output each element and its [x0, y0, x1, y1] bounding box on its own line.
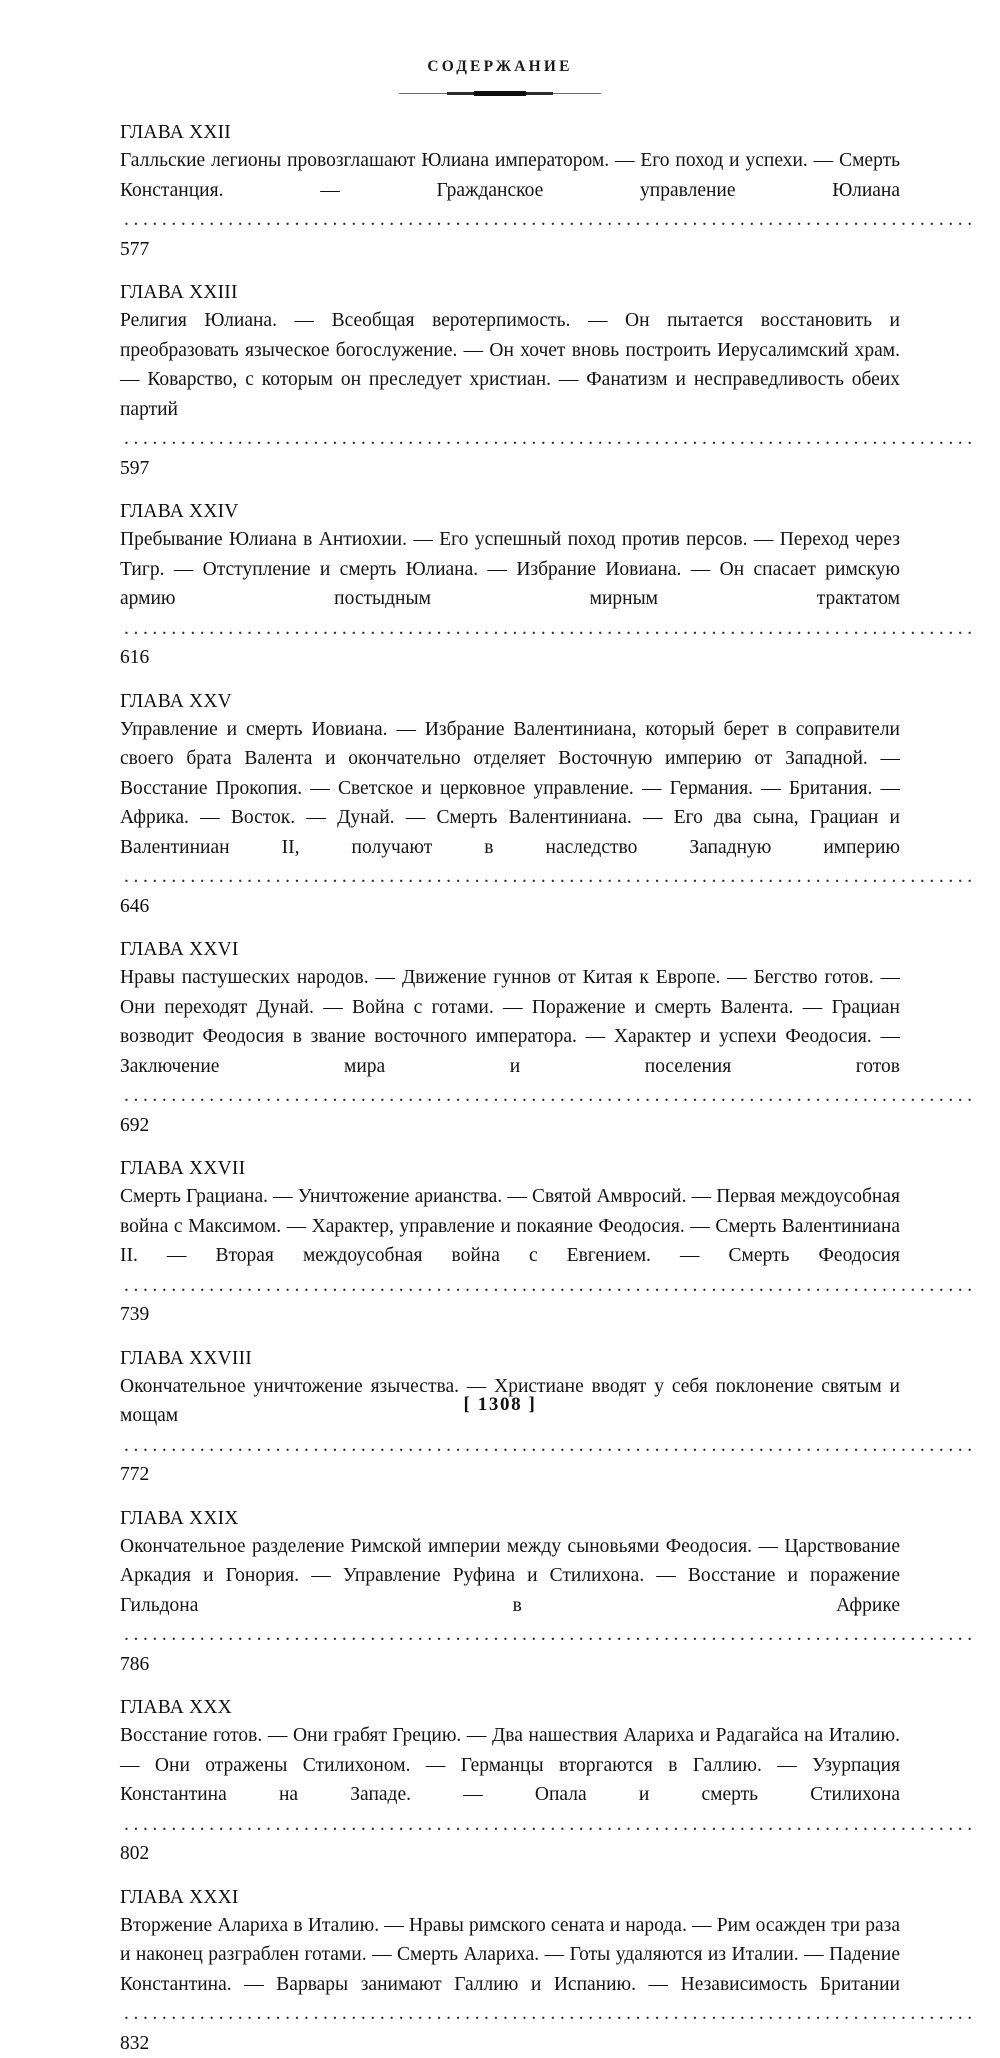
chapter-description-text: Вторжение Алариха в Италию. — Нравы римского сената и народа. — Рим осажден три раза и наконец разграблен готами. — Смерть Алариха. — Готы удаляются из Италии. — Падение Константина. — Варвары занимают Галлию и Испанию. — Независимость Британии [120, 1915, 900, 1995]
page-number: 786 [120, 1654, 149, 1675]
chapter-heading: ГЛАВА XXIV [120, 499, 900, 525]
chapter-description-text: Пребывание Юлиана в Антиохии. — Его успешный поход против персов. — Переход через Тигр. — Отступление и смерть Юлиана. — Избрание Иовиана. — Он спасает римскую армию постыдным мирным трактатом [120, 529, 900, 609]
leader-dots: .......................................................................................... [124, 1431, 977, 1461]
chapter-description-text: Окончательное разделение Римской империи между сыновьями Феодосия. — Царствование Аркадия и Гонория. — Управление Руфина и Стилихона. — Восстание и поражение Гильдона в Африке [120, 1536, 900, 1616]
leader-dots: .......................................................................................... [124, 1271, 977, 1301]
chapter-description [120, 306, 900, 483]
page-number: 692 [120, 1115, 149, 1136]
leader-dots: .......................................................................................... [124, 1999, 977, 2029]
chapter-heading: ГЛАВА XXIX [120, 1506, 900, 1532]
running-head [0, 58, 1000, 76]
toc-entry[interactable] [120, 499, 900, 673]
leader-dots: .......................................................................................... [124, 862, 977, 892]
page-title: СОДЕРЖАНИЕ [427, 58, 572, 76]
leader-dots: .......................................................................................... [124, 614, 977, 644]
page-number: 832 [120, 2033, 149, 2054]
leader-dots: .......................................................................................... [124, 1620, 977, 1650]
chapter-description-text: Нравы пастушеских народов. — Движение гуннов от Китая к Европе. — Бегство готов. — Они переходят Дунай. — Война с готами. — Поражение и смерть Валента. — Грациан возводит Феодосия в звание восточного императора. — Характер и успехи Феодосия. — Заключение мира и поселения готов [120, 967, 900, 1077]
chapter-heading: ГЛАВА XXVII [120, 1156, 900, 1182]
chapter-description [120, 525, 900, 673]
toc-entry[interactable] [120, 120, 900, 264]
chapter-description [120, 715, 900, 922]
chapter-description-text: Восстание готов. — Они грабят Грецию. — Два нашествия Алариха и Радагайса на Италию. — Они отражены Стилихоном. — Германцы вторгаются в Галлию. — Узурпация Константина на Западе. — Опала и смерть Стилихона [120, 1725, 900, 1805]
toc-entry[interactable] [120, 689, 900, 922]
chapter-description-text: Религия Юлиана. — Всеобщая веротерпимость. — Он пытается восстановить и преобразовать языческое богослужение. — Он хочет вновь построить Иерусалимский храм. — Коварство, с которым он преследует христиан. — Фанатизм и несправедливость обеих партий [120, 310, 900, 420]
chapter-description [120, 1532, 900, 1680]
toc-entry[interactable] [120, 280, 900, 483]
chapter-description [120, 1911, 900, 2058]
page-number: 646 [120, 896, 149, 917]
toc-entry[interactable] [120, 1885, 900, 2058]
chapter-heading: ГЛАВА XXVI [120, 937, 900, 963]
chapter-description [120, 1182, 900, 1330]
chapter-heading: ГЛАВА XXVIII [120, 1346, 900, 1372]
chapter-description [120, 963, 900, 1140]
toc-entry[interactable] [120, 937, 900, 1140]
page-number: 739 [120, 1304, 149, 1325]
chapter-description [120, 1372, 900, 1490]
chapter-description [120, 146, 900, 264]
page-number: 772 [120, 1464, 149, 1485]
toc-entry[interactable] [120, 1695, 900, 1869]
leader-dots: .......................................................................................... [124, 1081, 977, 1111]
chapter-heading: ГЛАВА XXIII [120, 280, 900, 306]
page-number: 616 [120, 647, 149, 668]
page-number: 597 [120, 458, 149, 479]
ornament-rule-icon [399, 90, 601, 97]
leader-dots: .......................................................................................... [124, 1810, 977, 1840]
toc-entry[interactable] [120, 1156, 900, 1330]
page-number: 802 [120, 1843, 149, 1864]
chapter-heading: ГЛАВА XXX [120, 1695, 900, 1721]
chapter-description-text: Управление и смерть Иовиана. — Избрание Валентиниана, который берет в соправители своего брата Валента и окончательно отделяет Восточную империю от Западной. — Восстание Прокопия. — Светское и церковное управление. — Германия. — Британия. — Африка. — Восток. — Дунай. — Смерть Валентиниана. — Его два сына, Грациан и Валентиниан II, получают в наследство Западную империю [120, 719, 900, 858]
chapter-heading: ГЛАВА XXV [120, 689, 900, 715]
chapter-description-text: Смерть Грациана. — Уничтожение арианства. — Святой Амвросий. — Первая междоусобная война с Максимом. — Характер, управление и покаяние Феодосия. — Смерть Валентиниана II. — Вторая междоусобная война с Евгением. — Смерть Феодосия [120, 1186, 900, 1266]
chapter-heading: ГЛАВА XXXI [120, 1885, 900, 1911]
chapter-description-text: Галльские легионы провозглашают Юлиана императором. — Его поход и успехи. — Смерть Констанция. — Гражданское управление Юлиана [120, 150, 900, 201]
toc-entry[interactable] [120, 1506, 900, 1680]
chapter-heading: ГЛАВА XXII [120, 120, 900, 146]
chapter-description [120, 1721, 900, 1869]
folio: [ 1308 ] [0, 1394, 1000, 1416]
chapter-description-text: Окончательное уничтожение язычества. — Христиане вводят у себя поклонение святым и мощам [120, 1376, 900, 1427]
leader-dots: .......................................................................................... [124, 205, 977, 235]
leader-dots: .......................................................................................... [124, 424, 977, 454]
toc-entry[interactable] [120, 1346, 900, 1490]
page-number: 577 [120, 239, 149, 260]
table-of-contents [120, 120, 900, 2058]
